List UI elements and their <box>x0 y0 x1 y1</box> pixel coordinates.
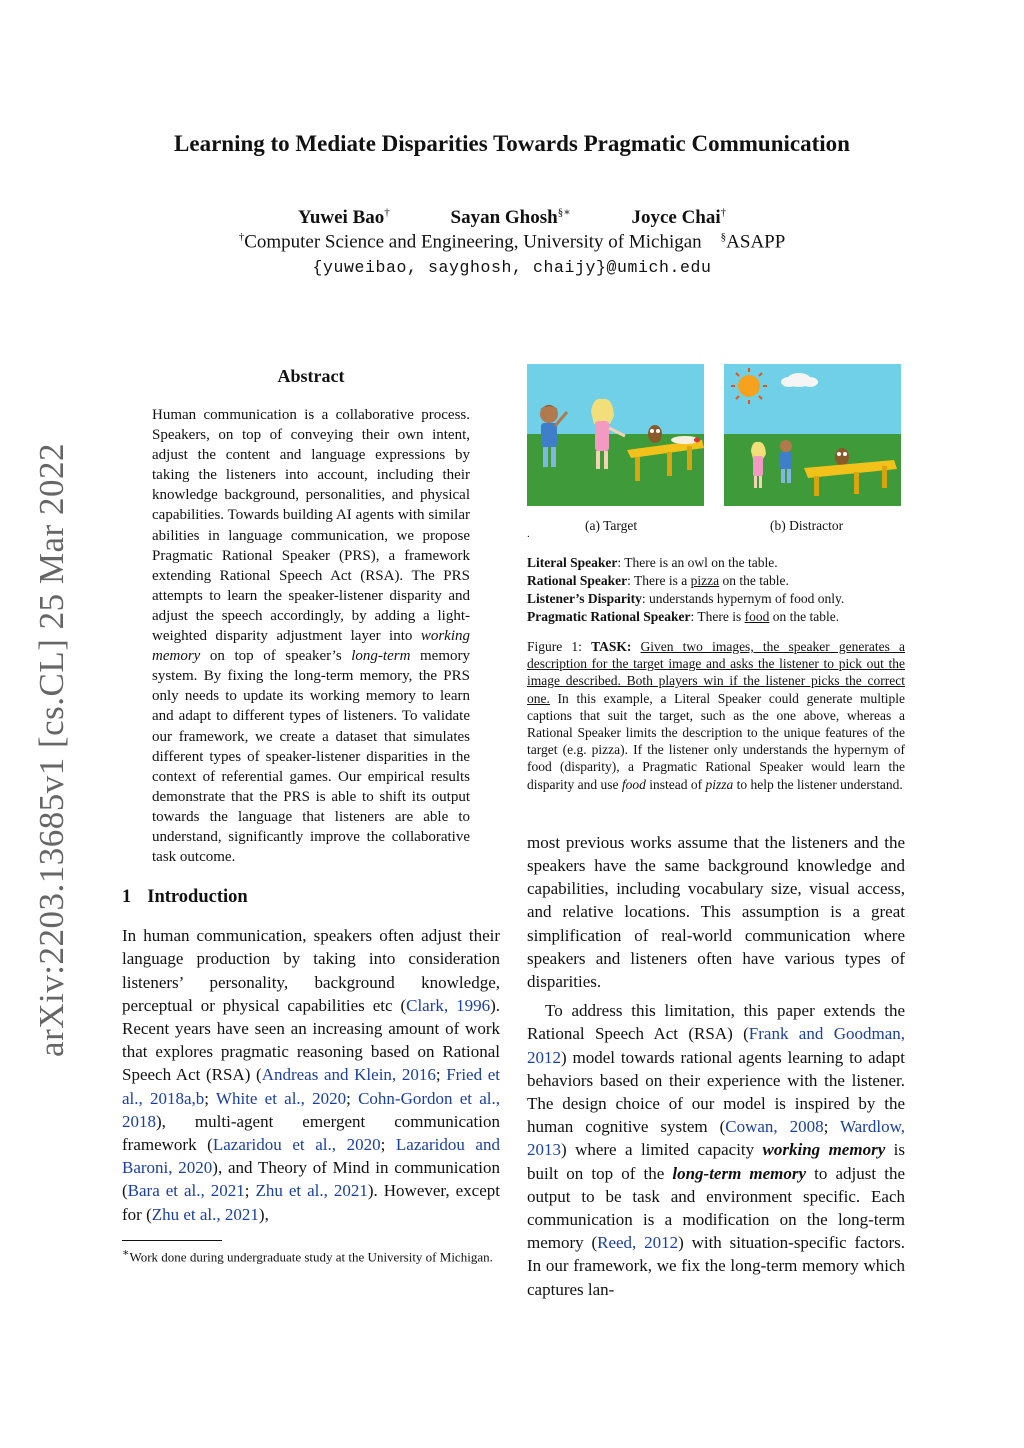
section-heading-introduction: 1 Introduction <box>122 887 248 908</box>
author-block <box>0 206 1024 277</box>
subcaption-target: (a) Target <box>585 518 638 533</box>
footnote: ∗Work done during undergraduate study at the University of Michigan. <box>122 1246 493 1265</box>
dialogue-line: Literal Speaker: There is an owl on the table. <box>527 555 778 570</box>
citation-link[interactable]: Bara et al., 2021 <box>127 1181 245 1201</box>
citation-link[interactable]: Fried et al., 2018a,b <box>122 1065 500 1108</box>
dialogue-line: Pragmatic Rational Speaker: There is food on the table. <box>527 609 840 624</box>
citation-link[interactable]: Wardlow, 2013 <box>527 1117 905 1160</box>
citation-link[interactable]: White et al., 2020 <box>215 1088 347 1108</box>
dialogue-line: Listener’s Disparity: understands hypernym of food only. <box>527 591 845 606</box>
owl <box>835 448 849 466</box>
abstract-text: Human communication is a collaborative process. Speakers, on top of conveying their own intent, adjust the content and language expressions by taking the listeners into account, including their knowledge background, personalities, and physical capabilities. Towards building AI agents with similar abilities in language communication, we propose Pragmatic Rational Speaker (PRS), a framework extending Rational Speech Act (RSA). The PRS attempts to learn the speaker-listener disparity and adjust the speech accordingly, by adding a light-weighted disparity adjustment layer into working memory on top of speaker’s long-term memory system. By fixing the long-term memory, the PRS only needs to update its working memory to learn and adapt to different types of listeners. To validate our framework, we create a dataset that simulates different types of speaker-listener disparities in the context of referential games. Our empirical results demonstrate that the PRS is able to shift its output towards the language that listeners are able to understand, significantly improve the collaborative task outcome. <box>152 407 470 866</box>
intro-paragraph: In human communication, speakers often adjust their language production by taking into consideration listeners’ personality, background knowledge, perceptual or physical capabilities etc (Clark, 1996). Recent years have seen an increasing amount of work that explores pragmatic reasoning based on Rational Speech Act (RSA) (Andreas and Klein, 2016; Fried et al., 2018a,b; White et al., 2020; Cohn-Gordon et al., 2018), multi-agent emergent communication framework (Lazaridou et al., 2020; Lazaridou and Baroni, 2020), and Theory of Mind in communication (Bara et al., 2021; Zhu et al., 2021). However, except for (Zhu et al., 2021), <box>122 926 500 1224</box>
citation-link[interactable]: Zhu et al., 2021 <box>151 1204 259 1224</box>
owl <box>648 425 662 443</box>
citation-link[interactable]: Clark, 1996 <box>406 995 491 1015</box>
figure-1-images <box>527 364 905 508</box>
author: Joyce Chai† <box>631 207 727 229</box>
figure-1-caption: Figure 1: TASK: Given two images, the speaker generates a description for the target image and asks the listener to pick out the image described. Both players win if the listener picks the correct one. In this example, a Literal Speaker could generate multiple captions that suit the target, such as the one above, whereas a Rational Speaker limits the description to the unique features of the target (e.g. pizza). If the listener only understands the hypernym of food (disparity), a Pragmatic Rational Speaker would learn the disparity and use food instead of pizza to help the listener understand. <box>527 639 906 792</box>
subcaption-distractor: (b) Distractor <box>770 518 844 533</box>
affiliations: †Computer Science and Engineering, University of Michigan §ASAPP <box>238 231 786 253</box>
citation-link[interactable]: Zhu et al., 2021 <box>255 1181 368 1201</box>
right-body-text <box>527 831 905 1301</box>
paragraph: To address this limitation, this paper extends the Rational Speech Act (RSA) (Frank and Goodman, 2012) model towards rational agents learning to adapt behaviors based on their experience with the listener. The design choice of our model is inspired by the human cognitive system (Cowan, 2008; Wardlow, 2013) where a limited capacity working memory is built on top of the long-term memory to adjust the output to be task and environment specific. Each communication is a modification on the long-term memory (Reed, 2012) with situation-specific factors. In our framework, we fix the long-term memory which captures lan- <box>527 1001 905 1299</box>
citation-link[interactable]: Cohn-Gordon et al., 2018 <box>122 1088 500 1131</box>
author: Yuwei Bao† <box>297 207 390 229</box>
dialogue-line: Rational Speaker: There is a pizza on the table. <box>527 573 789 588</box>
author: Sayan Ghosh§∗ <box>450 207 571 229</box>
distractor-image <box>724 364 901 506</box>
citation-link[interactable]: Lazaridou and Baroni, 2020 <box>122 1134 500 1178</box>
figure-dialogue <box>527 554 905 626</box>
citation-link[interactable]: Reed, 2012 <box>597 1233 679 1253</box>
author-emails: {yuweibao, sayghosh, chaijy}@umich.edu <box>312 257 712 277</box>
paragraph: most previous works assume that the listeners and the speakers have the same background knowledge and capabilities, including vocabulary size, visual access, and relative locations. This assumption is a great simplification of real-world communication where speakers and listeners often have various types of disparities. <box>527 832 905 992</box>
citation-link[interactable]: Cowan, 2008 <box>725 1117 824 1137</box>
subfigure-captions: . (a) Target (b) Distractor <box>527 518 844 540</box>
right-column <box>527 364 905 1301</box>
citation-link[interactable]: Frank and Goodman, 2012 <box>527 1024 905 1067</box>
footnote-rule <box>122 1240 222 1241</box>
author-names <box>0 206 1024 229</box>
target-image <box>527 364 704 506</box>
abstract-heading: Abstract <box>277 366 345 386</box>
paper-title: Learning to Mediate Disparities Towards Pragmatic Communication <box>174 131 850 156</box>
left-column <box>122 366 500 1265</box>
citation-link[interactable]: Lazaridou et al., 2020 <box>212 1134 381 1154</box>
citation-link[interactable]: Andreas and Klein, 2016 <box>261 1065 436 1085</box>
